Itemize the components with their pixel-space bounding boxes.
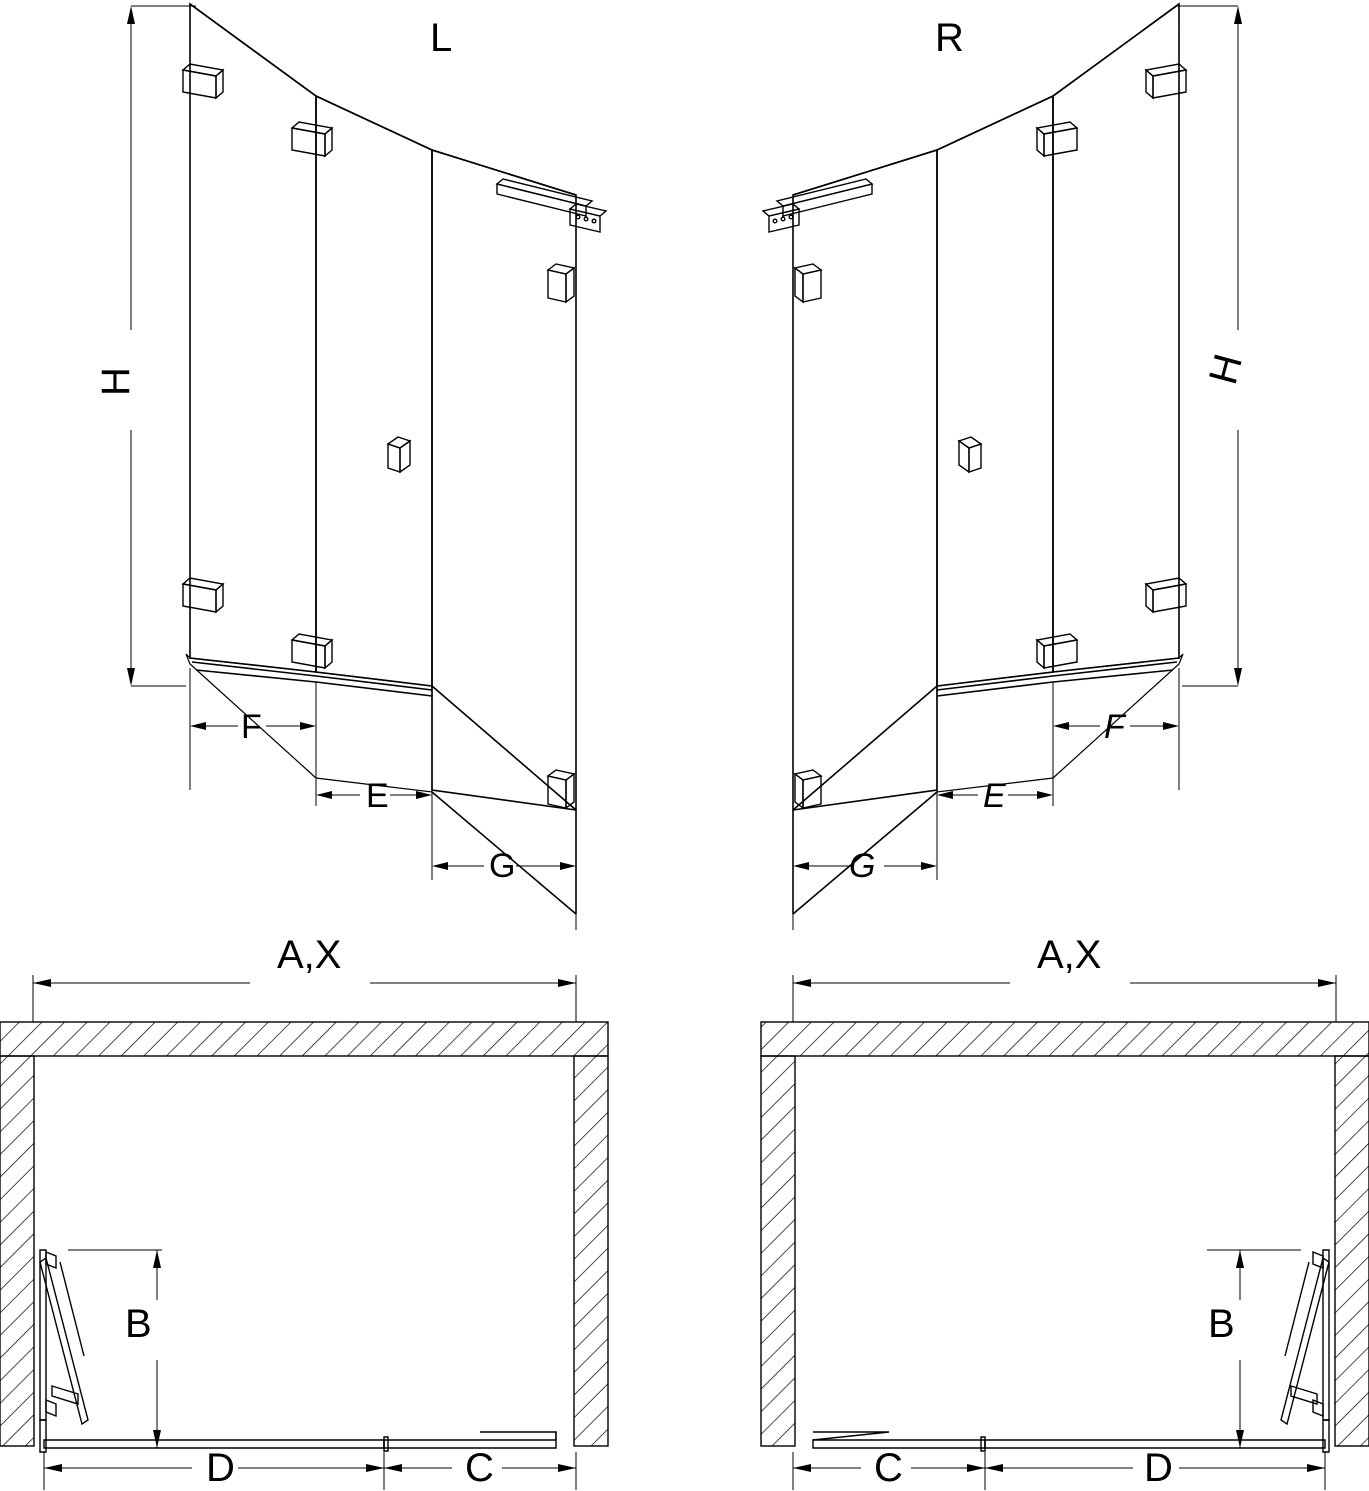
plan-left-group — [0, 975, 608, 1490]
segment-label-plan-left-c: C — [465, 1446, 494, 1490]
variant-label-right: R — [935, 16, 964, 60]
variant-label-left: L — [430, 16, 453, 60]
segment-label-left-f: F — [241, 708, 262, 746]
depth-label-plan-left: B — [125, 1302, 152, 1346]
segment-label-left-e: E — [366, 777, 389, 815]
depth-label-plan-right: B — [1208, 1302, 1235, 1346]
height-label-right: H — [1201, 349, 1252, 389]
segment-label-right-f: F — [1104, 708, 1125, 746]
height-label-left: H — [94, 367, 138, 396]
width-label-plan-right: A,X — [1037, 933, 1102, 977]
segment-label-right-e: E — [983, 777, 1006, 815]
segment-label-plan-left-d: D — [206, 1446, 235, 1490]
segment-label-left-g: G — [489, 847, 516, 885]
segment-label-right-g: G — [849, 847, 876, 885]
segment-label-plan-right-d: D — [1144, 1446, 1173, 1490]
segment-label-plan-right-c: C — [874, 1446, 903, 1490]
plan-right-group — [761, 975, 1369, 1490]
width-label-plan-left: A,X — [277, 933, 342, 977]
